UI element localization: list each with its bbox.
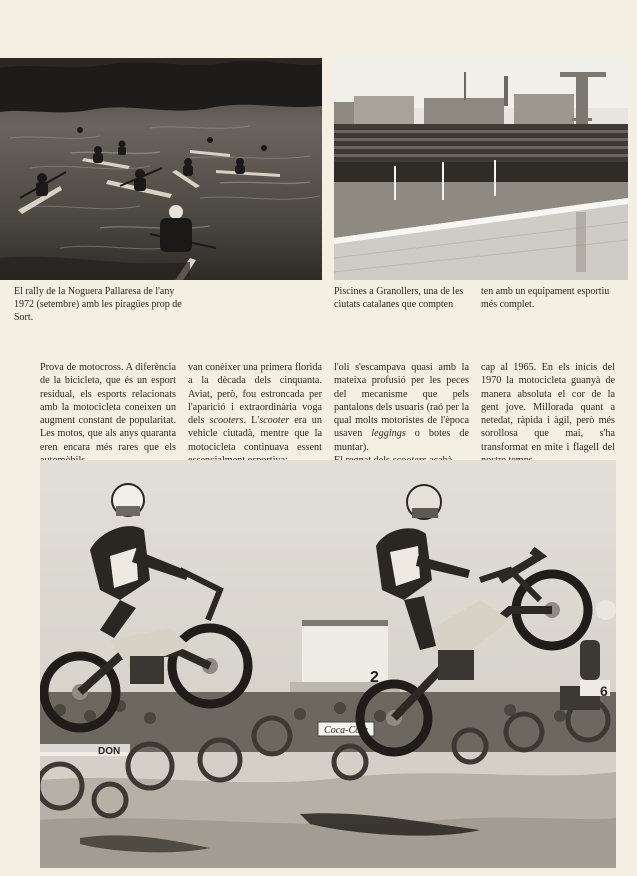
banner-text-2: DON	[98, 746, 121, 757]
article-text-col1: Prova de motocross. A diferència de la bicicleta, que és un esport residual, els esports relacionats amb la motocicleta coneixen un augment constant de popularitat. Les motos, que als anys quaranta eren encara més rares que els	[40, 362, 176, 453]
col3-text-c: o botes de muntar).	[334, 428, 469, 453]
pool-photo-caption-part-1: Piscines a Granollers, una de les ciutats catalanes que compten	[334, 286, 464, 310]
kayak-photo-caption: El rally de la Noguera Pallaresa de l'any 1972 (setembre) amb les piragües prop de Sort.	[14, 286, 182, 323]
kayak-rally-photo	[0, 58, 322, 280]
article-column-4	[481, 361, 615, 467]
article-text-col3	[334, 361, 469, 454]
rider-number: 2	[370, 669, 379, 686]
col3-text-a: l'oli s'escampava quasi amb la mateixa profusió per les peces del mecanisme que pels pantalons dels usuaris (raó per la qual molts motoristes de l'època usaven	[334, 362, 469, 440]
bike-number: 6	[600, 683, 608, 699]
col2-italic-scooter: scooter	[259, 415, 290, 427]
article-column-1	[40, 361, 176, 467]
article-column-3	[334, 361, 469, 467]
article-column-2	[188, 361, 322, 467]
col2-text-a: van conèixer una primera florida a la dècada dels cinquanta. Aviat, però, fou estroncada per l'aparició i extraordinària voga dels	[188, 362, 322, 427]
pool-photo-caption-part-2: ten amb un equipament esportiu més complet.	[481, 286, 610, 310]
granollers-pool-photo	[334, 58, 628, 280]
col3-italic-leggings: leggings	[371, 428, 406, 440]
col2-italic-scooters: scooters	[209, 415, 244, 427]
banner-text: Coca-Cola	[324, 725, 368, 736]
motocross-photo	[40, 460, 616, 868]
col2-text-c: . L'	[243, 415, 260, 427]
article-text-col2	[188, 361, 322, 467]
col2-text-e: era un vehicle ciutadà, mentre que la motocicleta continuava essent	[188, 415, 322, 453]
article-text-col4: cap al 1965. En els inicis del 1970 la motocicleta guanyà de manera absoluta el cor de la gent jove. Millorada quant a netedat, ràpida i àgil, però més sorollosa que mai, s'ha transformat en mite i flagell del	[481, 362, 615, 453]
